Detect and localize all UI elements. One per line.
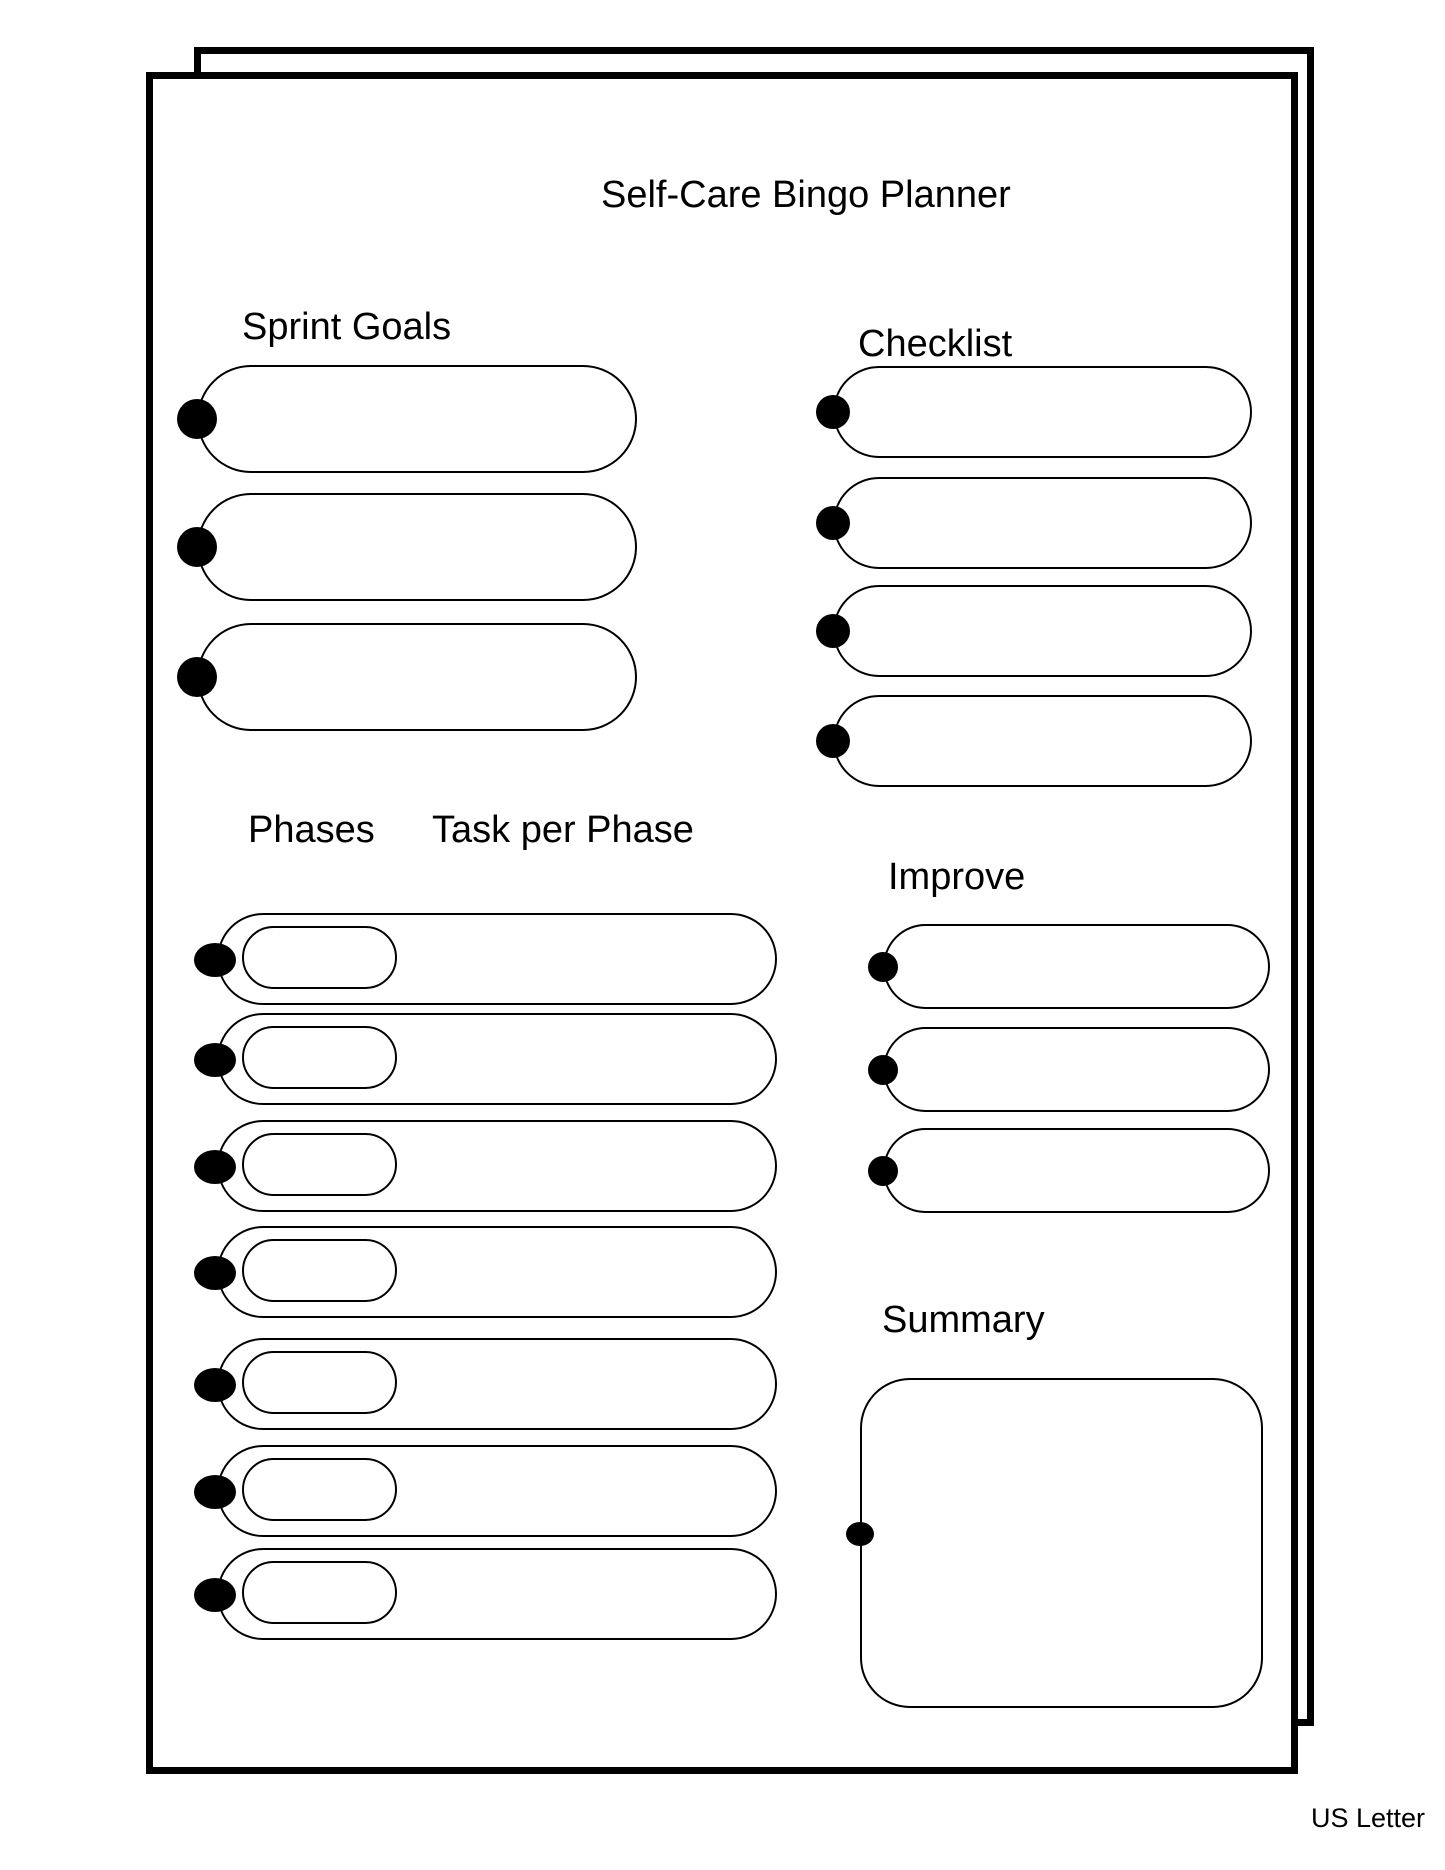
bullet-dot-icon [194,1368,236,1402]
checklist-field [833,477,1252,569]
improve-field [883,1027,1270,1112]
bullet-dot-icon [177,527,217,567]
phases-heading: Phases [248,809,375,851]
bullet-dot-icon [194,1150,236,1184]
sprint-goal-field [197,365,637,473]
bullet-dot-icon [194,1578,236,1612]
bullet-dot-icon [816,724,850,758]
bullet-dot-icon [816,395,850,429]
phase-name-field [242,1458,397,1521]
bullet-dot-icon [846,1522,874,1546]
sprint-goals-heading: Sprint Goals [242,306,452,348]
bullet-dot-icon [868,1156,898,1186]
phase-name-field [242,1561,397,1624]
improve-heading: Improve [888,856,1026,898]
bullet-dot-icon [194,1475,236,1509]
summary-heading: Summary [882,1299,1045,1341]
improve-field [883,1128,1270,1213]
improve-field [883,924,1270,1009]
sprint-goal-field [197,623,637,731]
phase-name-field [242,1351,397,1414]
bullet-dot-icon [194,1043,236,1077]
phase-name-field [242,1026,397,1089]
bullet-dot-icon [816,614,850,648]
checklist-field [833,585,1252,677]
checklist-field [833,695,1252,787]
bullet-dot-icon [194,1256,236,1290]
bullet-dot-icon [194,943,236,977]
paper-size-label: US Letter [1311,1803,1426,1833]
checklist-field [833,366,1252,458]
bullet-dot-icon [868,1055,898,1085]
sprint-goal-field [197,493,637,601]
page-title: Self-Care Bingo Planner [601,174,1011,216]
bullet-dot-icon [177,657,217,697]
bullet-dot-icon [177,399,217,439]
bullet-dot-icon [868,952,898,982]
bullet-dot-icon [816,506,850,540]
checklist-heading: Checklist [858,323,1013,365]
phase-name-field [242,1239,397,1302]
phase-name-field [242,1133,397,1196]
summary-field [860,1378,1263,1708]
phase-name-field [242,926,397,989]
task-per-phase-heading: Task per Phase [432,809,694,851]
